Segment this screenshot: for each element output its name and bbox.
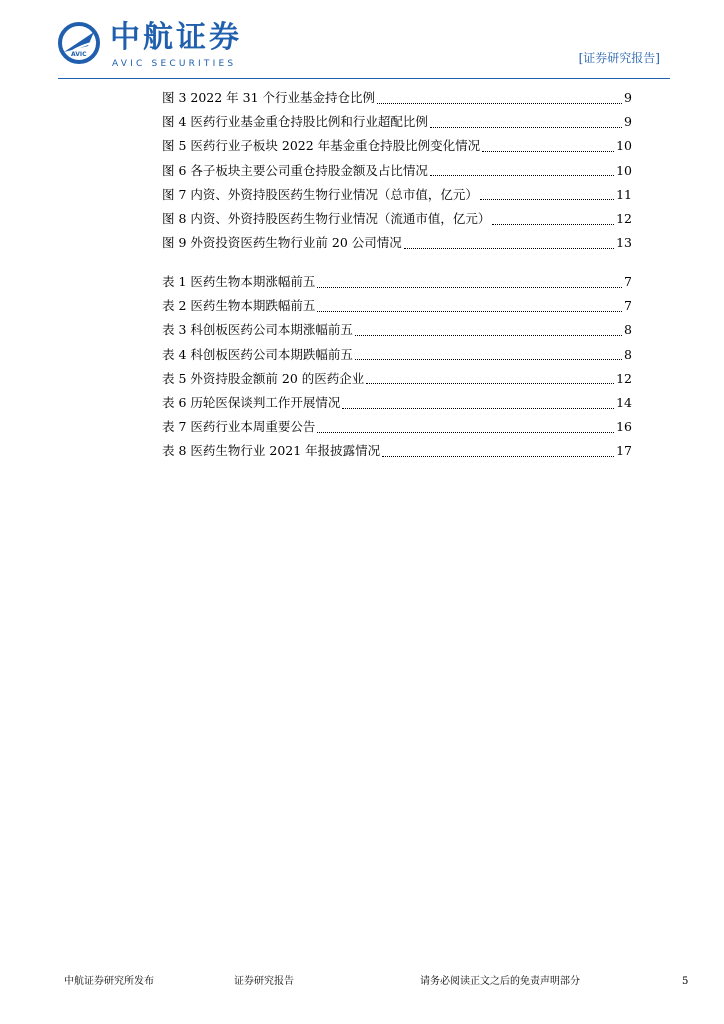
- toc-entry-title: 表 1 医药生物本期涨幅前五: [162, 274, 316, 289]
- footer-publisher: 中航证券研究所发布: [64, 976, 154, 987]
- toc-entry[interactable]: [162, 367, 632, 391]
- dot-leader: [482, 151, 614, 152]
- footer-disclaimer: 请务必阅读正文之后的免责声明部分: [420, 976, 580, 987]
- toc-entry-page: 7: [624, 298, 632, 314]
- toc-entry-page: 16: [616, 419, 632, 435]
- emblem-text: AVIC: [71, 51, 87, 58]
- toc-entry-title: 表 8 医药生物行业 2021 年报披露情况: [162, 443, 381, 459]
- dot-leader: [404, 248, 614, 249]
- page-number: 5: [682, 976, 689, 987]
- toc-entry[interactable]: [162, 415, 632, 439]
- toc-entry[interactable]: [162, 294, 632, 318]
- toc-entry-page: 8: [624, 322, 632, 338]
- page-footer: [0, 972, 724, 992]
- toc-entry-page: 9: [624, 114, 632, 130]
- toc-entry-title: 图 9 外资投资医药生物行业前 20 公司情况: [162, 235, 402, 251]
- header-divider: [58, 78, 670, 79]
- table-list: [162, 270, 632, 464]
- toc-entry[interactable]: [162, 183, 632, 207]
- company-logo: [58, 20, 258, 72]
- toc-entry-title: 表 2 医药生物本期跌幅前五: [162, 298, 316, 314]
- toc-entry-title: 表 7 医药行业本周重要公告: [162, 419, 316, 435]
- toc-entry[interactable]: [162, 110, 632, 134]
- dot-leader: [492, 224, 614, 225]
- toc-entry-title: 图 3 2022 年 31 个行业基金持仓比例: [162, 90, 376, 105]
- toc-entry[interactable]: [162, 86, 632, 110]
- toc-entry[interactable]: [162, 159, 632, 183]
- toc-entry-page: 12: [616, 370, 632, 386]
- logo-chinese-name: 中航证券: [110, 20, 242, 55]
- toc-entry-title: 表 5 外资持股金额前 20 的医药企业: [162, 370, 365, 386]
- avic-emblem-icon: [58, 22, 100, 64]
- toc-entry[interactable]: [162, 134, 632, 158]
- toc-entry-page: 7: [624, 274, 632, 289]
- toc-entry[interactable]: [162, 207, 632, 231]
- dot-leader: [382, 456, 614, 457]
- dot-leader: [317, 311, 622, 312]
- toc-entry-page: 10: [616, 138, 632, 154]
- toc-entry-title: 表 3 科创板医药公司本期涨幅前五: [162, 322, 353, 338]
- dot-leader: [355, 335, 622, 336]
- toc-entry-page: 17: [616, 443, 632, 459]
- report-type-tag: [证券研究报告]: [578, 51, 660, 65]
- toc-entry-title: 图 4 医药行业基金重仓持股比例和行业超配比例: [162, 114, 428, 130]
- toc-entry-page: 8: [624, 346, 632, 362]
- toc-entry-title: 表 6 历轮医保谈判工作开展情况: [162, 394, 341, 410]
- dot-leader: [480, 199, 614, 200]
- logo-english-name: AVIC SECURITIES: [112, 59, 237, 69]
- footer-report-type: 证券研究报告: [234, 976, 294, 987]
- dot-leader: [430, 175, 614, 176]
- toc-entry-title: 图 5 医药行业子板块 2022 年基金重仓持股比例变化情况: [162, 138, 481, 154]
- dot-leader: [377, 103, 622, 104]
- figure-list: [162, 86, 632, 255]
- toc-entry-title: 表 4 科创板医药公司本期跌幅前五: [162, 346, 353, 362]
- dot-leader: [342, 408, 614, 409]
- toc-entry[interactable]: [162, 270, 632, 294]
- toc-entry-title: 图 7 内资、外资持股医药生物行业情况（总市值，亿元）: [162, 186, 478, 202]
- toc-entry-page: 11: [616, 186, 632, 202]
- toc-entry-page: 9: [624, 90, 632, 105]
- toc-entry[interactable]: [162, 318, 632, 342]
- toc-entry-title: 图 6 各子板块主要公司重仓持股金额及占比情况: [162, 162, 428, 178]
- toc-entry[interactable]: [162, 343, 632, 367]
- toc-entry-page: 13: [616, 235, 632, 251]
- dot-leader: [366, 383, 614, 384]
- toc-entry[interactable]: [162, 391, 632, 415]
- toc-entry-title: 图 8 内资、外资持股医药生物行业情况（流通市值，亿元）: [162, 210, 491, 226]
- dot-leader: [430, 127, 622, 128]
- toc-entry[interactable]: [162, 231, 632, 255]
- toc-entry-page: 12: [616, 210, 632, 226]
- toc-entry[interactable]: [162, 439, 632, 463]
- toc-entry-page: 14: [616, 394, 632, 410]
- dot-leader: [317, 432, 614, 433]
- page-header: [0, 0, 724, 90]
- dot-leader: [317, 287, 622, 288]
- toc-entry-page: 10: [616, 162, 632, 178]
- dot-leader: [355, 359, 622, 360]
